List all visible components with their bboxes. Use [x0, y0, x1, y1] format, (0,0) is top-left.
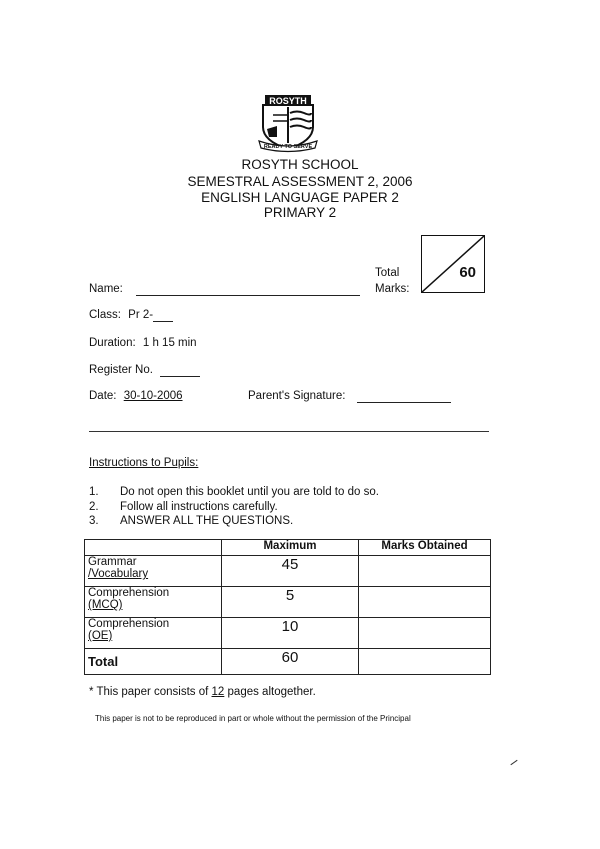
class-label: Class: — [89, 309, 121, 321]
instructions-list — [89, 485, 379, 529]
instructions-heading: Instructions to Pupils: — [89, 457, 199, 469]
instruction-number: 2. — [89, 500, 99, 513]
signature-field — [248, 390, 451, 403]
section-cell — [85, 556, 222, 587]
name-blank[interactable] — [136, 283, 360, 296]
marks-table — [84, 539, 491, 675]
duration-value: 1 h 15 min — [142, 337, 197, 349]
svg-text:READY TO SERVE: READY TO SERVE — [263, 144, 313, 150]
page-count-suffix: pages altogether. — [227, 686, 316, 698]
duration-field — [89, 337, 197, 349]
total-marks-label: Total — [375, 267, 400, 279]
school-name: ROSYTH SCHOOL — [241, 157, 359, 172]
table-row — [85, 618, 491, 649]
table-header-row — [85, 540, 491, 556]
page-count-prefix: * This paper consists of — [89, 686, 209, 698]
total-marks-label-2: Marks: — [375, 283, 410, 295]
section-divider — [89, 431, 489, 432]
maximum-cell: 5 — [222, 587, 359, 618]
name-label: Name: — [89, 283, 123, 295]
section-label: (OE) — [88, 630, 113, 642]
instruction-text: Do not open this booklet until you are told to do so. — [120, 486, 379, 498]
class-blank[interactable] — [153, 309, 173, 322]
register-label: Register No. — [89, 364, 153, 376]
date-field — [89, 390, 183, 402]
section-cell — [85, 618, 222, 649]
class-field — [89, 309, 173, 322]
section-label: (MCQ) — [88, 599, 123, 611]
table-row — [85, 556, 491, 587]
section-cell — [85, 587, 222, 618]
exam-title: SEMESTRAL ASSESSMENT 2, 2006 — [187, 174, 413, 189]
marks-obtained-cell[interactable] — [359, 618, 491, 649]
section-label: Comprehension — [88, 618, 170, 630]
svg-text:ROSYTH: ROSYTH — [269, 96, 307, 106]
paper-title: ENGLISH LANGUAGE PAPER 2 — [201, 190, 399, 205]
table-total-row — [85, 649, 491, 675]
maximum-cell: 45 — [222, 556, 359, 587]
page-count-value: 12 — [211, 686, 225, 698]
section-label: Grammar — [88, 556, 137, 568]
table-header-cell: Marks Obtained — [359, 540, 491, 556]
instruction-item — [89, 500, 379, 515]
maximum-cell: 10 — [222, 618, 359, 649]
instruction-text: ANSWER ALL THE QUESTIONS. — [120, 515, 294, 527]
marks-obtained-cell[interactable] — [359, 587, 491, 618]
stray-pen-mark — [510, 760, 517, 765]
copyright-note: This paper is not to be reproduced in part or whole without the permission of the Principal — [95, 714, 411, 723]
total-obtained-cell[interactable] — [359, 649, 491, 675]
level-title: PRIMARY 2 — [263, 205, 337, 220]
total-max-cell: 60 — [222, 649, 359, 675]
instruction-item — [89, 514, 379, 529]
class-value: Pr 2- — [128, 309, 154, 321]
total-label-cell: Total — [85, 649, 222, 675]
register-blank[interactable] — [160, 364, 200, 377]
signature-blank[interactable] — [357, 390, 451, 403]
instruction-item — [89, 485, 379, 500]
instruction-number: 3. — [89, 515, 99, 527]
section-label: /Vocabulary — [88, 568, 149, 580]
duration-label: Duration: — [89, 337, 136, 349]
marks-obtained-cell[interactable] — [359, 556, 491, 587]
register-field — [89, 364, 200, 377]
section-label: Comprehension — [88, 587, 170, 599]
name-field — [89, 283, 360, 296]
table-header-cell — [85, 540, 222, 556]
total-marks-box — [421, 235, 485, 293]
instruction-text: Follow all instructions carefully. — [120, 500, 278, 513]
table-row — [85, 587, 491, 618]
table-header-cell: Maximum — [222, 540, 359, 556]
date-label: Date: — [89, 390, 117, 402]
school-crest-logo — [257, 93, 319, 153]
date-value: 30-10-2006 — [123, 390, 183, 402]
total-marks-value: 60 — [459, 264, 476, 281]
page-count-note — [89, 686, 316, 698]
signature-label: Parent's Signature: — [248, 390, 346, 402]
instruction-number: 1. — [89, 486, 99, 498]
